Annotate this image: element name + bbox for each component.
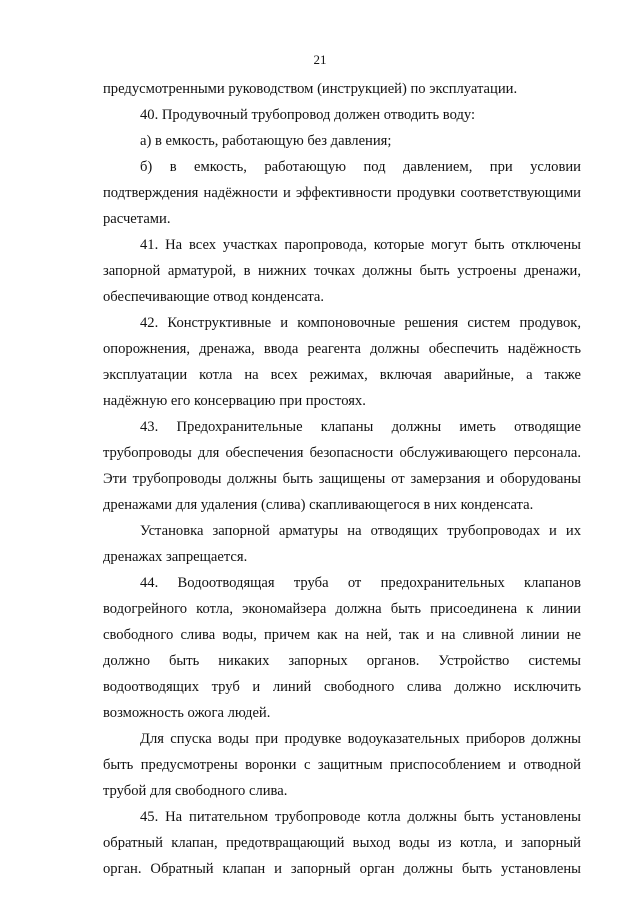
page-number: 21 [313,52,327,67]
paragraph-continuation: предусмотренными руководством (инструкцией) по эксплуатации. [103,81,518,97]
paragraph-40-a: а) в емкость, работающую без давления; [140,133,392,149]
paragraph-43: 43. Предохранительные клапаны должны иметь отводящие трубопроводы для обеспечения безопасности обслуживающего персонала. Эти трубопроводы должны быть защищены от замерзания и оборудованы дренажами для удаления (слива) скапливающегося в них конденсата. [103,419,581,513]
paragraph-40-b: б) в емкость, работающую под давлением, при условии подтверждения надёжности и эффективности продувки соответствующими расчетами. [103,159,581,227]
document-body [103,76,581,882]
paragraph-43-continued: Установка запорной арматуры на отводящих трубопроводах и их дренажах запрещается. [103,523,581,565]
paragraph-44-continued: Для спуска воды при продувке водоуказательных приборов должны быть предусмотрены воронки с защитным приспособлением и отводной трубой для свободного слива. [103,731,581,799]
paragraph-44: 44. Водоотводящая труба от предохранительных клапанов водогрейного котла, экономайзера должна быть присоединена к линии свободного слива воды, причем как на ней, так и на сливной линии не должно быть никаких запорных органов. Устройство системы водоотводящих труб и линий свободного слива должно исключить возможность ожога людей. [103,575,581,721]
paragraph-40: 40. Продувочный трубопровод должен отводить воду: [140,107,476,123]
paragraph-41: 41. На всех участках паропровода, которые могут быть отключены запорной арматурой, в нижних точках должны быть устроены дренажи, обеспечивающие отвод конденсата. [103,237,581,305]
paragraph-42: 42. Конструктивные и компоновочные решения систем продувок, опорожнения, дренажа, ввода реагента должны обеспечить надёжность эксплуатации котла на всех режимах, включая аварийные, а также надёжную его консервацию при простоях. [103,315,581,409]
paragraph-45: 45. На питательном трубопроводе котла должны быть установлены обратный клапан, предотвращающий выход воды из котла, и запорный орган. Обратный клапан и запорный орган должны быть установлены [103,809,581,877]
